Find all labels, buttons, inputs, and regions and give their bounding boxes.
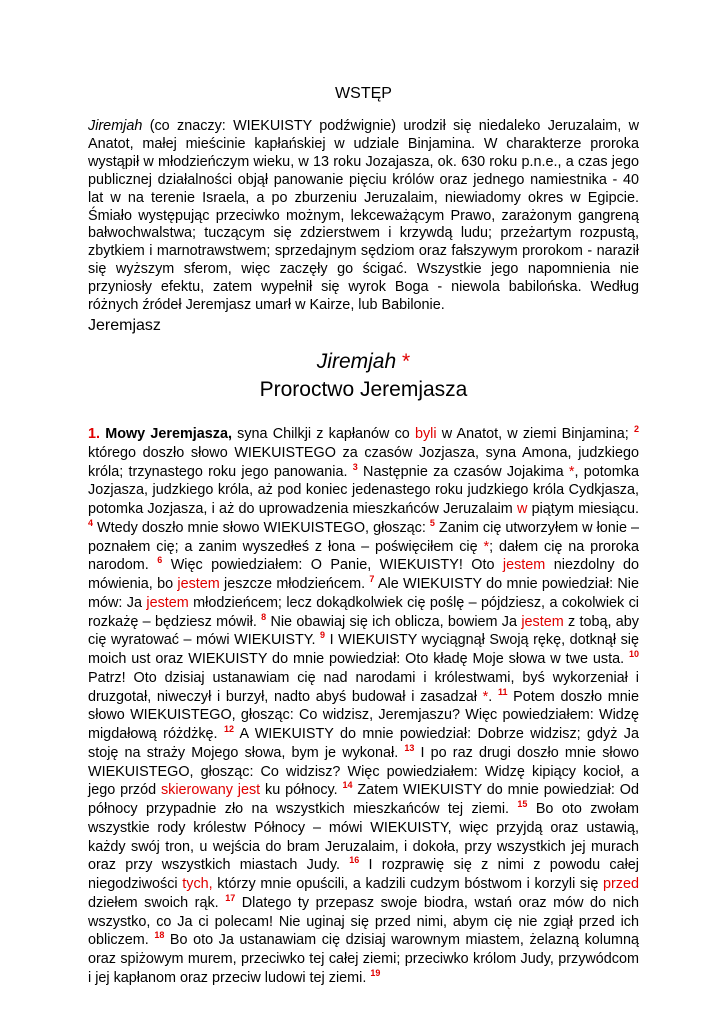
text-span: Więc powiedziałem: O Panie, WIEKUISTY! Oto [162, 557, 503, 574]
text-span: w Anatot, w ziemi Binjamina; [436, 426, 634, 442]
footnote-marker: * [568, 463, 575, 480]
added-word: jestem [177, 576, 220, 592]
verse-number: 16 [349, 855, 360, 866]
verse-number: 17 [225, 892, 236, 903]
text-span: niezdolny do mówienia, bo [88, 557, 639, 592]
text-span: Patrz! Oto dzisiaj ustanawiam cię nad narodami i królestwami, byś wykorzeniał i druzgotał, niweczył i burzył, nadto abyś budował i zasadzał [88, 669, 639, 705]
text-span: Wtedy doszło mnie słowo WIEKUISTEGO, głosząc: [93, 519, 430, 536]
text-span: piątym miesiącu. [527, 501, 639, 517]
text-span: którego doszło słowo WIEKUISTEGO za czasów Jozjasza, syna Amona, judzkiego króla; trzynastego roku jego panowania. [88, 444, 639, 480]
text-span: z tobą, aby cię wyratować – mówi WIEKUISTY. [88, 613, 639, 649]
text-span: Następnie za czasów Jojakima [357, 463, 569, 480]
text-span: młodzieńcem; lecz dokądkolwiek cię poślę – pójdziesz, a cokolwiek ci rozkażę – będziesz mówił. [88, 594, 639, 630]
verse-number: 6 [157, 555, 163, 566]
intro-paragraph [88, 118, 639, 315]
text-span: Zatem WIEKUISTY do mnie powiedział: Od północy przypadnie zło na wszystkich mieszkańców tej ziemi. [88, 782, 639, 817]
footnote-marker: * [402, 350, 411, 373]
added-word: jestem [502, 557, 546, 574]
verse-number: 7 [369, 574, 375, 585]
text-span: Zanim cię utworzyłem w łonie – poznałem cię; a zanim wyszedłeś z łona – poświęciłem cię [88, 519, 640, 555]
added-word: tych, [182, 876, 213, 892]
verse-number: 2 [633, 424, 639, 435]
text-span: dziełem swoich rąk. [88, 894, 226, 911]
text-span: Bo oto Ja ustanawiam cię dzisiaj warownym miastem, żelazną kolumną oraz spiżowym murem, przeciwko tej całej ziemi; przeciwko królom Judy, przywódcom i jej kapłanom oraz przeciw ludowi tej ziemi. [88, 932, 639, 986]
verse-number: 15 [517, 799, 528, 810]
verse-number: 13 [404, 742, 415, 753]
text-span: . [488, 688, 498, 705]
added-word: w [516, 501, 528, 517]
text-span: jeszcze młodzieńcem. [219, 576, 370, 592]
chapter-number: 1. [88, 426, 101, 442]
text-span: Ale WIEKUISTY do mnie powiedział: Nie mów: Ja [88, 576, 640, 611]
verse-number: 10 [628, 649, 639, 660]
text-span: którzy mnie opuścili, a kadzili cudzym bóstwom i korzyli się [212, 876, 603, 892]
verse-number: 4 [88, 517, 94, 528]
verse-number: 9 [320, 630, 326, 641]
text-span: Dlatego ty przepasz swoje biodra, wstań oraz mów do nich wszystko, co Ja ci polecam! Nie uginaj się przed nimi, abym cię nie zgiął przed ich obliczem. [88, 894, 640, 949]
book-title [88, 350, 639, 374]
book-title-name: Jiremjah [316, 350, 397, 373]
text-span: , potomka Jozjasza, judzkiego króla, aż pod koniec jedenastego roku judzkiego króla Cydkjasza, potomka Jozjasza, i aż do uprowadzenia mieszkańców Jeruzalaim [88, 463, 639, 517]
text-span: I rozprawię się z nimi z powodu całej niegodziwości [88, 857, 639, 892]
chapter-opening: Mowy Jeremjasza, [105, 426, 232, 442]
text-span: I po raz drugi doszło mnie słowo WIEKUISTEGO, głosząc: Co widzisz? Więc powiedziałem: Widzę kipiący kocioł, a jego przód [88, 744, 639, 799]
footnote-marker: * [483, 538, 490, 555]
verse-number: 3 [352, 461, 358, 472]
text-span: Bo oto zwołam wszystkie rody królestw Północy – mówi WIEKUISTY, więc przyjdą oraz ustawią, każdy swój tron, u wejścia do bram Jeruzalaim, i dokoła, przy wszystkich jej murach oraz przy wszystkich miastach Judy. [88, 801, 639, 874]
text-span: A WIEKUISTY do mnie powiedział: Dobrze widzisz; gdyż Ja stoję na straży Mojego słowa, bym je wykonał. [88, 726, 639, 761]
intro-name: Jiremjah [88, 118, 143, 134]
verse-number: 11 [497, 686, 508, 697]
added-word: przed [602, 876, 639, 892]
added-word: jestem [146, 594, 189, 611]
book-label: Jeremjasz [88, 317, 161, 334]
verse-number: 14 [342, 780, 353, 791]
added-word: byli [414, 426, 437, 442]
chapter-1-text [88, 425, 639, 988]
verse-number: 5 [429, 517, 435, 528]
text-span: I WIEKUISTY wyciągnął Swoją rękę, dotknął się moich ust oraz WIEKUISTY do mnie powiedział: Oto kładę Moje słowa w twe usta. [88, 632, 639, 667]
text-span: Potem doszło mnie słowo WIEKUISTEGO, głosząc: Co widzisz, Jeremjaszu? Więc powiedziałem: Widzę migdałową różdżkę. [88, 688, 639, 742]
footnote-marker: * [482, 688, 489, 705]
verse-number: 19 [370, 967, 381, 978]
book-subtitle: Proroctwo Jeremjasza [259, 378, 468, 401]
intro-heading: WSTĘP [335, 85, 392, 102]
verse-number: 18 [154, 930, 165, 941]
added-word: skierowany jest [160, 782, 261, 799]
added-word: jestem [521, 613, 564, 630]
text-span: ku północy. [260, 782, 343, 799]
text-span: ; dałem cię na proroka narodom. [88, 538, 639, 574]
text-span: Nie obawiaj się ich oblicza, bowiem Ja [266, 613, 522, 630]
text-span: syna Chilkji z kapłanów co [231, 426, 415, 442]
verse-number: 12 [223, 724, 234, 735]
intro-text: (co znaczy: WIEKUISTY podźwignie) urodził się niedaleko Jeruzalaim, w Anatot, małej mieścinie kapłańskiej w udziale Binjamina. W charakterze proroka wystąpił w młodzieńczym wieku, w 13 roku Jozajasza, ok. 630 roku p.n.e., a czas jego publicznej działalności objął panowanie pięciu królów oraz jednego namiestnika - 40 lat w na terenie Israela, a po zburzeniu Jeruzalaim, niewiadomy okres w Egipcie. Śmiało występując przeciwko możnym, lekceważącym Prawo, zarażonym gangreną bałwochwalstwa; tuczącym się zdzierstwem i krzywdą ludu; przeżartym rozpustą, zbytkiem i marnotrawstwem; sprzedajnym sędziom oraz fałszywym prorokom - naraził się wyższym sferom, więc zaczęły go ścigać. Wszystkie jego napomnienia nie przyniosły efektu, zatem wypełnił się wyrok Boga - niewola babilońska. Według różnych źródeł Jeremjasz umarł w Kairze, lub Babilonie. [88, 118, 639, 314]
verse-number: 8 [261, 611, 267, 622]
